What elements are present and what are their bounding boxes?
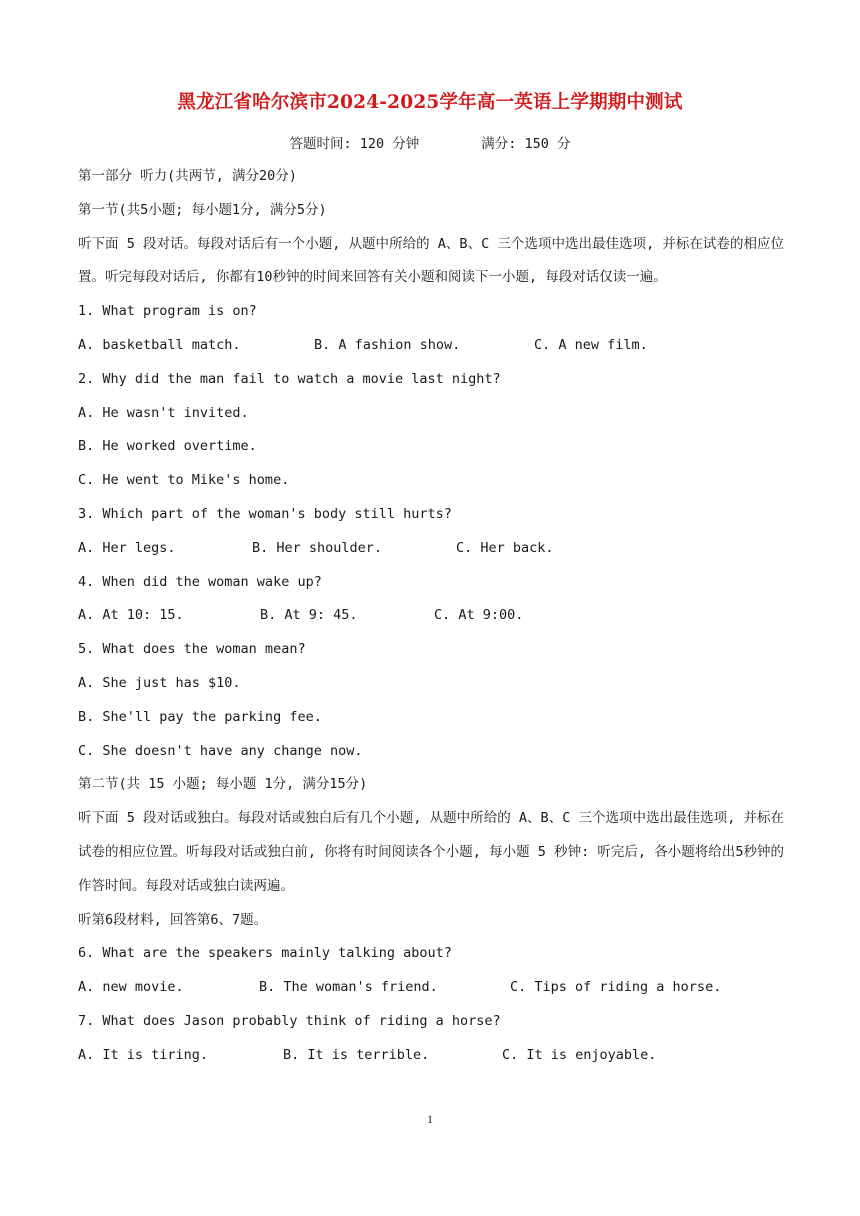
document-title: 黑龙江省哈尔滨市2024-2025学年高一英语上学期期中测试 — [177, 92, 683, 113]
question-7-stem: 7. What does Jason probably think of riding a horse? — [78, 1012, 501, 1029]
q7-option-c: C. It is enjoyable. — [502, 1046, 657, 1063]
q1-option-b: B. A fashion show. — [314, 336, 461, 353]
q5-option-a: A. She just has $10. — [78, 674, 241, 691]
full-score: 满分: 150 分 — [481, 136, 571, 152]
q4-option-b: B. At 9: 45. — [260, 607, 358, 624]
q4-option-a: A. At 10: 15. — [78, 607, 184, 624]
q6-option-b: B. The woman's friend. — [259, 979, 438, 996]
exam-time: 答题时间: 120 分钟 — [289, 136, 420, 152]
question-2-stem: 2. Why did the man fail to watch a movie last night? — [78, 370, 501, 387]
q4-option-c: C. At 9:00. — [434, 607, 524, 624]
q6-option-a: A. new movie. — [78, 979, 184, 996]
q5-option-b: B. She'll pay the parking fee. — [78, 708, 322, 725]
q5-option-c: C. She doesn't have any change now. — [78, 742, 363, 759]
q2-option-c: C. He went to Mike's home. — [78, 472, 290, 489]
question-3-stem: 3. Which part of the woman's body still hurts? — [78, 505, 452, 522]
question-4-options — [78, 599, 784, 633]
q3-option-a: A. Her legs. — [78, 539, 176, 556]
q2-option-a: A. He wasn't invited. — [78, 404, 249, 421]
section1-instructions: 听下面 5 段对话。每段对话后有一个小题, 从题中所给的 A、B、C 三个选项中选出最佳选项, 并标在试卷的相应位置。听完每段对话后, 你都有10秒钟的时间来回答有关小题和阅读下一小题, 每段对话仅读一遍。 — [78, 235, 784, 286]
question-7-options — [78, 1039, 784, 1073]
question-5-stem: 5. What does the woman mean? — [78, 641, 306, 658]
exam-meta — [0, 132, 860, 152]
q1-option-c: C. A new film. — [534, 336, 648, 353]
page-number: 1 — [427, 1112, 433, 1126]
q6-option-c: C. Tips of riding a horse. — [510, 979, 722, 996]
q7-option-a: A. It is tiring. — [78, 1046, 209, 1063]
section1-heading: 第一节(共5小题; 每小题1分, 满分5分) — [78, 201, 327, 218]
question-1-options — [78, 329, 784, 363]
q7-option-b: B. It is terrible. — [283, 1046, 430, 1063]
part1-heading: 第一部分 听力(共两节, 满分20分) — [78, 168, 297, 184]
q3-option-c: C. Her back. — [456, 539, 554, 556]
section2-heading: 第二节(共 15 小题; 每小题 1分, 满分15分) — [78, 776, 368, 793]
q3-option-b: B. Her shoulder. — [252, 539, 383, 556]
question-6-stem: 6. What are the speakers mainly talking about? — [78, 945, 452, 962]
question-3-options — [78, 532, 784, 566]
q1-option-a: A. basketball match. — [78, 336, 241, 353]
section2-instructions: 听下面 5 段对话或独白。每段对话或独白后有几个小题, 从题中所给的 A、B、C 三个选项中选出最佳选项, 并标在试卷的相应位置。听每段对话或独白前, 你将有时间阅读各个小题, 每小题 5 秒钟: 听完后, 各小题将给出5秒钟的作答时间。每段对话或独白读两遍。 — [78, 810, 784, 894]
question-1-stem: 1. What program is on? — [78, 303, 257, 320]
material-6-label: 听第6段材料, 回答第6、7题。 — [78, 911, 268, 928]
document-body — [78, 160, 784, 1073]
question-6-options — [78, 971, 784, 1005]
q2-option-b: B. He worked overtime. — [78, 438, 257, 455]
question-4-stem: 4. When did the woman wake up? — [78, 573, 322, 590]
